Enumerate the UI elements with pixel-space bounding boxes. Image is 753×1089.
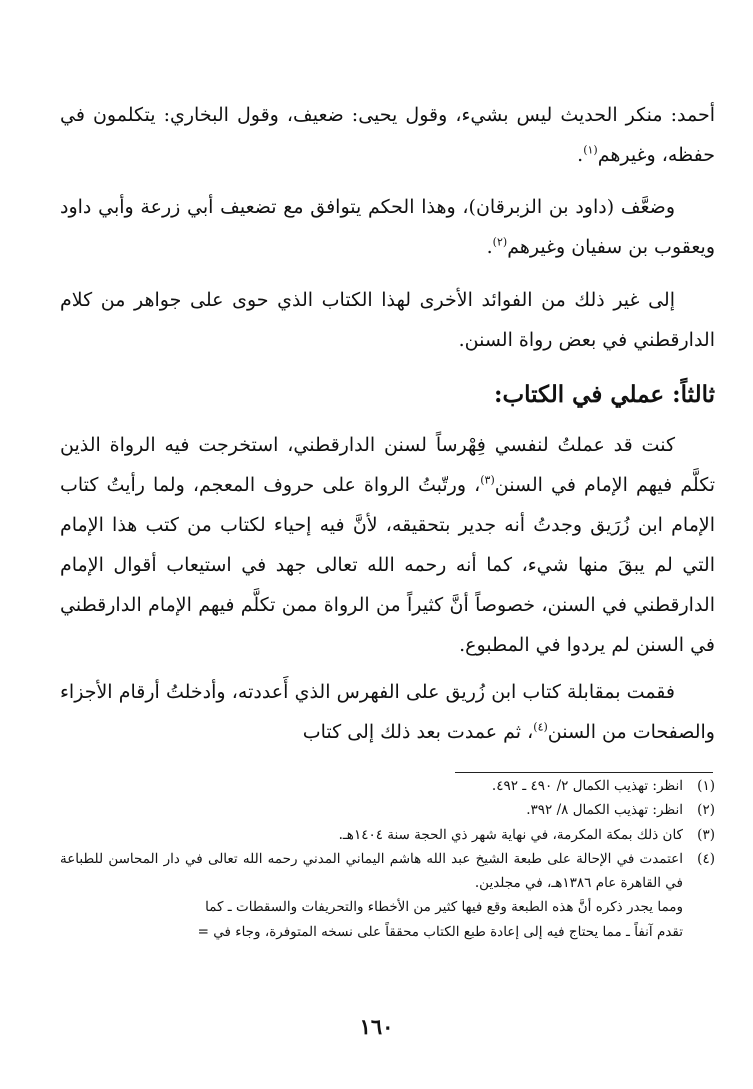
footnote-4-continuation bbox=[60, 895, 715, 944]
paragraph-5 bbox=[60, 672, 715, 752]
footnotes bbox=[60, 774, 715, 944]
footnote-text: انظر: تهذيب الكمال ٨/ ٣٩٢. bbox=[526, 802, 683, 819]
footnote-ref-2: (٢) bbox=[492, 235, 508, 249]
paragraph-5-text-a: فقمت بمقابلة كتاب ابن زُريق على الفهرس الذي أَعددته، وأدخلتُ أرقام الأجزاء والصفحات من السنن bbox=[60, 681, 715, 743]
footnote-ref-1: (١) bbox=[583, 143, 598, 157]
paragraph-2 bbox=[60, 187, 715, 267]
footnote-text: كان ذلك بمكة المكرمة، في نهاية شهر ذي الحجة سنة ١٤٠٤هـ. bbox=[338, 826, 683, 843]
footnote-4 bbox=[60, 847, 715, 896]
paragraph-4 bbox=[60, 425, 715, 665]
footnote-number: (١) bbox=[697, 778, 715, 794]
footnote-3 bbox=[60, 823, 715, 847]
paragraph-1 bbox=[60, 95, 715, 175]
paragraph-4-text-b: ، ورتّبتُ الرواة على حروف المعجم، ولما رأيتُ كتاب الإمام ابن زُرَيق وجدتُ أنه جدير بتحقيقه، لأنَّ فيه إحياء لكتاب من كتب هذا الإمام التي لم يبقَ منها شيء، كما أنه رحمه الله تعالى جهد في استيعاب أقوال الإمام الدارقطني في السنن، خصوصاً أنَّ كثيراً من الرواة ممن تكلَّم فيهم الإمام الدارقطني في السنن لم يردوا في المطبوع. bbox=[60, 474, 715, 656]
paragraph-2-end: . bbox=[486, 236, 493, 258]
footnote-ref-3: (٣) bbox=[480, 473, 495, 487]
section-heading: ثالثاً: عملي في الكتاب: bbox=[493, 381, 715, 408]
paragraph-1-end: . bbox=[577, 144, 584, 166]
paragraph-3 bbox=[60, 280, 715, 360]
paragraph-4-text-a: كنت قد عملتُ لنفسي فِهْرساً لسنن الدارقطني، استخرجت فيه الرواة الذين تكلَّم فيهم الإمام في السنن bbox=[60, 434, 715, 496]
footnote-continuation-line: ومما يجدر ذكره أنَّ هذه الطبعة وقع فيها كثير من الأخطاء والتحريفات والسقطات ـ كما bbox=[205, 899, 683, 916]
paragraph-3-text: إلى غير ذلك من الفوائد الأخرى لهذا الكتاب الذي حوى على جواهر من كلام الدارقطني في بعض رواة السنن. bbox=[60, 289, 715, 351]
footnote-number: (٢) bbox=[697, 802, 715, 819]
paragraph-2-text: وضعَّف (داود بن الزبرقان)، وهذا الحكم يتوافق مع تضعيف أبي زرعة وأبي داود ويعقوب بن سفيان وغيرهم bbox=[60, 196, 715, 258]
page-number: ١٦٠ bbox=[359, 1014, 394, 1039]
paragraph-5-text-b: ، ثم عمدت بعد ذلك إلى كتاب bbox=[302, 721, 534, 743]
footnote-number: (٤) bbox=[697, 850, 715, 867]
footnote-continuation-line: تقدم آنفاً ـ مما يحتاج فيه إلى إعادة طبع الكتاب محققاً على نسخه المتوفرة، وجاء في = bbox=[197, 923, 683, 940]
footnote-number: (٣) bbox=[697, 826, 715, 843]
footnote-2 bbox=[60, 798, 715, 822]
footnote-separator bbox=[455, 772, 713, 773]
footnote-ref-4: (٤) bbox=[533, 720, 548, 734]
footnote-text: انظر: تهذيب الكمال ٢/ ٤٩٠ ـ ٤٩٢. bbox=[491, 778, 683, 794]
footnote-text: اعتمدت في الإحالة على طبعة الشيخ عبد الله هاشم اليماني المدني رحمه الله تعالى في دار المحاسن للطباعة في القاهرة عام ١٣٨٦هـ، في مجلدين. bbox=[60, 850, 683, 892]
paragraph-1-text: أحمد: منكر الحديث ليس بشيء، وقول يحيى: ضعيف، وقول البخاري: يتكلمون في حفظه، وغيرهم bbox=[60, 104, 715, 166]
footnote-1 bbox=[60, 774, 715, 798]
